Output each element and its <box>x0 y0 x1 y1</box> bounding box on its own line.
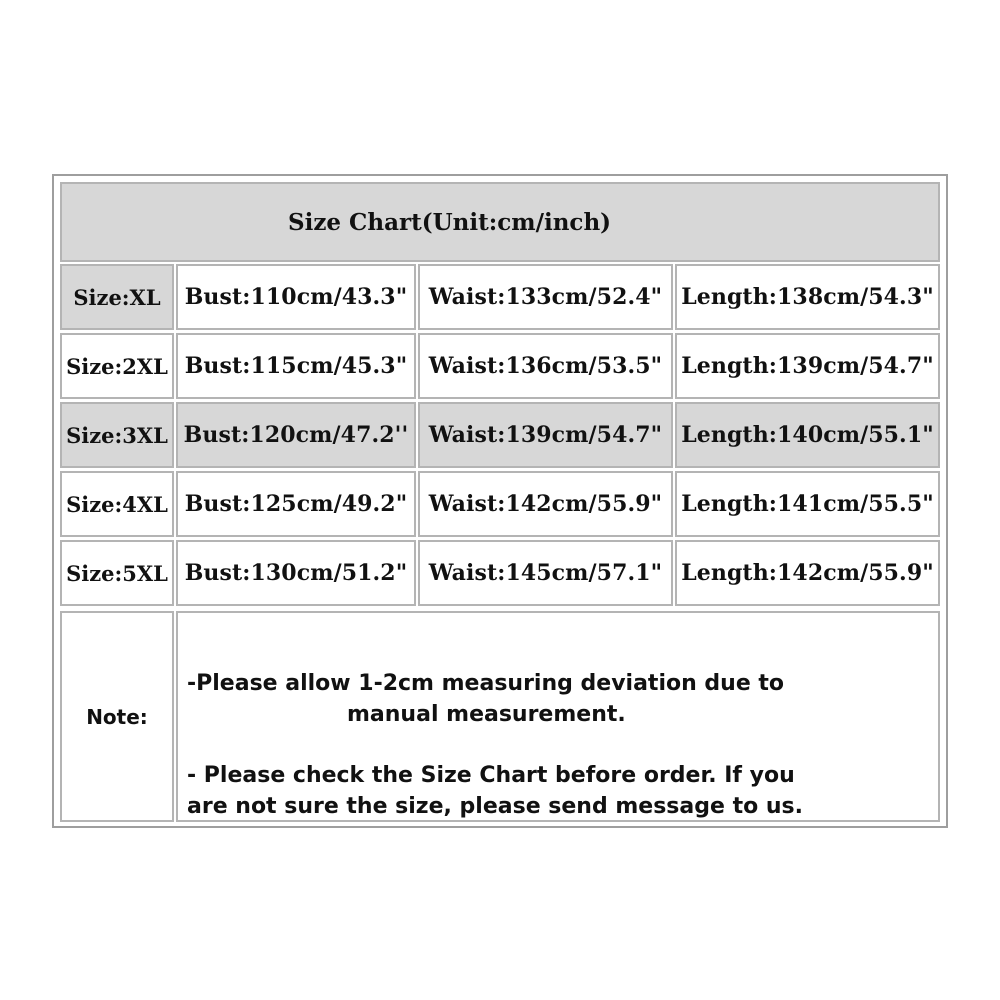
length-cell: Length:140cm/55.1" <box>675 402 940 468</box>
bust-cell: Bust:130cm/51.2" <box>176 540 416 606</box>
waist-cell: Waist:139cm/54.7" <box>418 402 673 468</box>
bust-cell: Bust:120cm/47.2'' <box>176 402 416 468</box>
length-cell: Length:142cm/55.9" <box>675 540 940 606</box>
waist-cell: Waist:142cm/55.9" <box>418 471 673 537</box>
bust-cell: Bust:115cm/45.3" <box>176 333 416 399</box>
size-cell: Size:XL <box>60 264 174 330</box>
note-line: are not sure the size, please send message to us. <box>187 794 803 819</box>
bust-cell: Bust:110cm/43.3" <box>176 264 416 330</box>
note-line: manual measurement. <box>347 702 626 727</box>
size-cell: Size:3XL <box>60 402 174 468</box>
length-cell: Length:139cm/54.7" <box>675 333 940 399</box>
size-chart-title: Size Chart(Unit:cm/inch) <box>60 182 940 262</box>
note-line: -Please allow 1-2cm measuring deviation due to <box>187 671 785 696</box>
note-line: - Please check the Size Chart before order. If you <box>187 763 795 788</box>
length-cell: Length:141cm/55.5" <box>675 471 940 537</box>
note-label: Note: <box>60 611 174 822</box>
note-body <box>176 611 940 822</box>
waist-cell: Waist:136cm/53.5" <box>418 333 673 399</box>
size-cell: Size:4XL <box>60 471 174 537</box>
size-cell: Size:2XL <box>60 333 174 399</box>
bust-cell: Bust:125cm/49.2" <box>176 471 416 537</box>
waist-cell: Waist:145cm/57.1" <box>418 540 673 606</box>
length-cell: Length:138cm/54.3" <box>675 264 940 330</box>
waist-cell: Waist:133cm/52.4" <box>418 264 673 330</box>
size-cell: Size:5XL <box>60 540 174 606</box>
size-chart-table <box>52 174 948 828</box>
